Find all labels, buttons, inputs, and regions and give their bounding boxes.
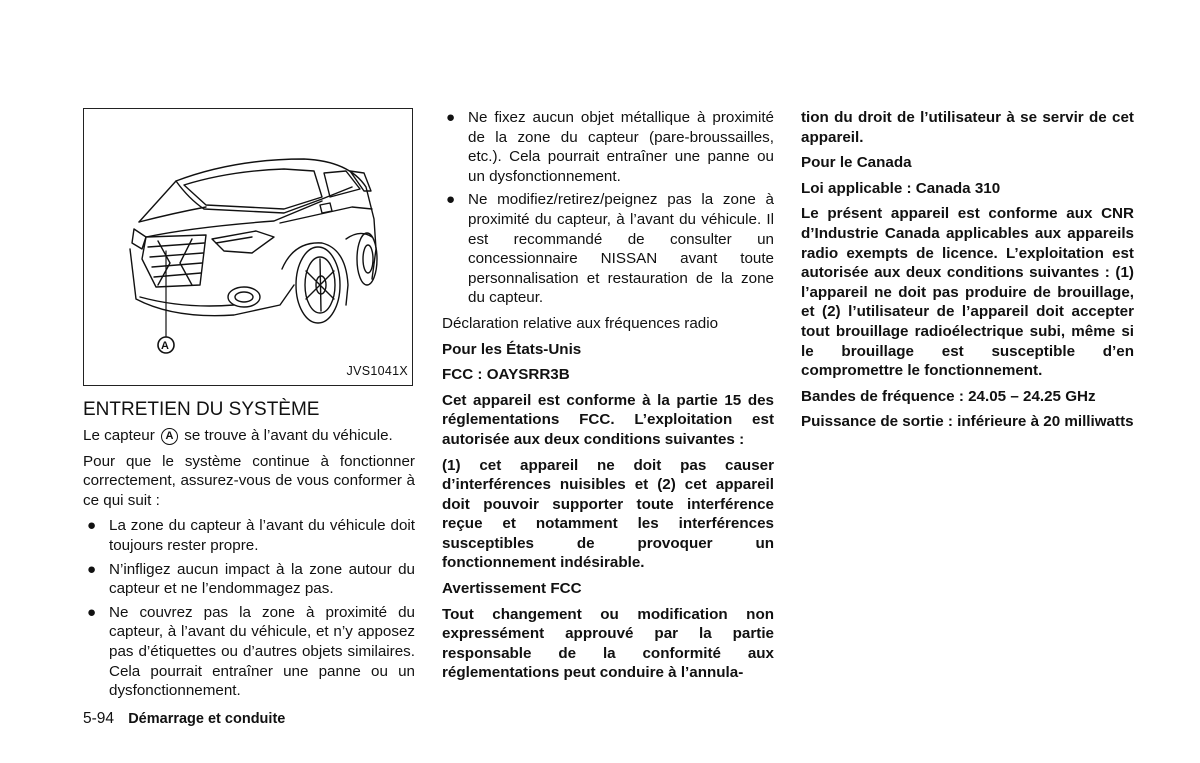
intro-paragraph: Pour que le système continue à fonctionner correctement, assurez-vous de vous conformer à ce qui suit : <box>83 452 415 509</box>
us-heading: Pour les États-Unis <box>442 340 582 358</box>
car-illustration <box>84 109 412 385</box>
maintenance-list <box>83 516 415 700</box>
warning-continuation: tion du droit de l’utilisateur à se servir de cet appareil. <box>801 109 1134 146</box>
column-1 <box>83 108 415 707</box>
canada-heading: Pour le Canada <box>801 154 912 172</box>
fcc-id: FCC : OAYSRR3B <box>442 366 570 384</box>
output-power: Puissance de sortie : inférieure à 20 milliwatts <box>801 413 1134 431</box>
list-item: ● Ne modifiez/retirez/peignez pas la zone à proximité du capteur, à l’avant du véhicule. Il est recommandé de consulter un concessionnaire NISSAN avant toute personnalisation et restauration de la zone du capteur. <box>446 191 774 307</box>
fcc-warning-heading: Avertissement FCC <box>442 580 582 598</box>
page-number: 5-94 <box>83 710 115 727</box>
callout-a-label: A <box>161 340 169 352</box>
section-title: Démarrage et conduite <box>128 711 286 727</box>
list-item: ● Ne couvrez pas la zone à proximité du capteur, à l’avant du véhicule, et n’y apposez pas d’étiquettes ou d’autres objets similaires. Cela pourrait entraîner une panne ou un dysfonctionnement. <box>87 603 415 700</box>
fcc-compliance: Cet appareil est conforme à la partie 15 des réglementations FCC. L’exploitation est autorisée aux deux conditions suivantes : <box>442 391 774 448</box>
fcc-warning-text: Tout changement ou modification non expressément approuvé par la partie responsable de la conformité aux réglementations peut conduire à l’annula- <box>442 605 774 682</box>
fcc-conditions: (1) cet appareil ne doit pas causer d’interférences nuisibles et (2) cet appareil doit pouvoir supporter toute interférence reçue et notamment les interférences susceptibles de provoquer un fonctionnement indésirable. <box>442 456 774 572</box>
list-item: ● La zone du capteur à l’avant du véhicule doit toujours rester propre. <box>87 517 415 554</box>
applicable-law: Loi applicable : Canada 310 <box>801 179 1001 197</box>
precaution-list <box>442 108 774 308</box>
callout-a-marker: A <box>161 428 178 445</box>
canada-compliance: Le présent appareil est conforme aux CNR d’Industrie Canada applicables aux appareils radio exempts de licence. L’exploitation est autorisée aux deux conditions suivantes : (1) l’appareil ne doit pas produire de brouillage, et (2) l’utilisateur de l’appareil doit accepter tout brouillage radioélectrique subi, même si le brouillage est susceptible d’en compromettre le fonctionnement. <box>801 205 1134 380</box>
page-footer <box>83 710 285 728</box>
figure-car-front <box>83 108 413 386</box>
frequency-bands: Bandes de fréquence : 24.05 – 24.25 GHz <box>801 387 1096 405</box>
section-heading: ENTRETIEN DU SYSTÈME <box>83 399 320 420</box>
column-2 <box>442 108 774 689</box>
column-3 <box>801 108 1134 438</box>
sensor-location-text: Le capteur A se trouve à l’avant du véhicule. <box>83 427 393 444</box>
list-item: ● N’infligez aucun impact à la zone autour du capteur et ne l’endommagez pas. <box>87 560 415 598</box>
figure-code: JVS1041X <box>346 364 408 379</box>
list-item: ● Ne fixez aucun objet métallique à proximité de la zone du capteur (pare-broussailles, etc.). Cela pourrait entraîner une panne ou un dysfonctionnement. <box>446 109 774 185</box>
radio-declaration: Déclaration relative aux fréquences radio <box>442 314 719 332</box>
